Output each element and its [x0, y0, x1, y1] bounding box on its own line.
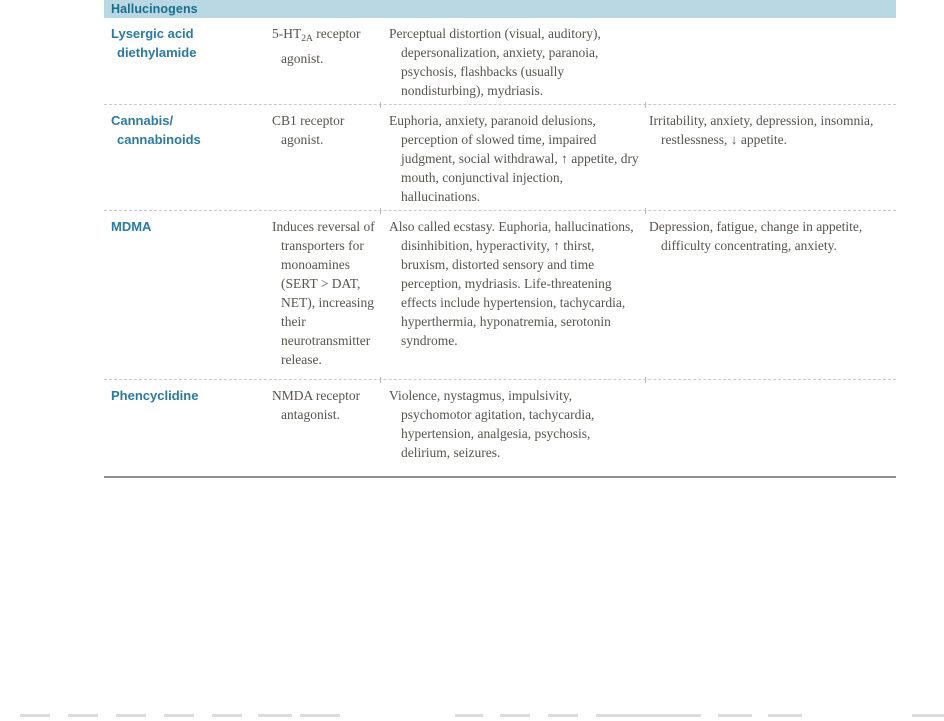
edge-mark [258, 714, 292, 717]
edge-mark [596, 714, 626, 717]
edge-mark [548, 714, 578, 717]
mechanism-cell [272, 111, 389, 206]
edge-mark [623, 714, 701, 717]
drug-name-line2: cannabinoids [117, 132, 201, 147]
withdrawal-text: Depression, fatigue, change in appetite, difficulty concentrating, anxiety. [649, 219, 863, 253]
table-row-phencyclidine [104, 380, 896, 476]
intoxication-cell [389, 386, 649, 462]
column-tick [380, 377, 381, 383]
drug-name-line1: Cannabis/ [111, 113, 174, 128]
edge-mark [455, 714, 483, 717]
edge-mark [912, 714, 944, 717]
edge-mark [20, 714, 50, 717]
drug-name-line1: Lysergic acid [111, 26, 194, 41]
column-tick [645, 208, 646, 214]
mechanism-subscript: 2A [301, 34, 313, 44]
column-tick [380, 102, 381, 108]
edge-mark [68, 714, 98, 717]
mechanism-cell [272, 217, 389, 375]
withdrawal-text: Irritability, anxiety, depression, insomnia, restlessness, ↓ appetite. [649, 113, 874, 147]
section-title: Hallucinogens [111, 2, 198, 16]
row-separator [104, 104, 896, 105]
edge-mark [164, 714, 194, 717]
mechanism-cell [272, 24, 389, 100]
drug-name-line2: diethylamide [117, 45, 197, 60]
intoxication-text: Perceptual distortion (visual, auditory), depersonalization, anxiety, paranoia, psychosis, flashbacks (usually nondisturbing), mydriasis. [389, 26, 601, 98]
intoxication-text: Violence, nystagmus, impulsivity, psychomotor agitation, tachycardia, hypertension, analgesia, psychosis, delirium, seizures. [389, 388, 595, 460]
drug-name [104, 386, 272, 462]
mechanism-pre: Induces reversal of transporters for monoamines (SERT > DAT, NET), increasing their neurotransmitter release. [272, 219, 375, 367]
mechanism-text [272, 24, 381, 68]
mechanism-text [272, 386, 381, 430]
intoxication-text: Also called ecstasy. Euphoria, hallucinations, disinhibition, hyperactivity, ↑ thirst, bruxism, distorted sensory and time perception, mydriasis. Life-threatening effects include hypertension, tachycardia, hyperthermia, hyponatremia, serotonin syndrome. [389, 219, 634, 348]
withdrawal-cell [649, 24, 896, 100]
table-bottom-rule [104, 476, 896, 478]
drug-name-line1: MDMA [111, 219, 152, 234]
edge-mark [500, 714, 530, 717]
intoxication-text: Euphoria, anxiety, paranoid delusions, perception of slowed time, impaired judgment, social withdrawal, ↑ appetite, dry mouth, conjunctival injection, hallucinations. [389, 113, 639, 204]
edge-mark [300, 714, 340, 717]
column-tick [645, 377, 646, 383]
drug-name [104, 217, 272, 375]
intoxication-cell [389, 217, 649, 375]
edge-mark [718, 714, 752, 717]
edge-mark [212, 714, 242, 717]
withdrawal-cell [649, 386, 896, 462]
page-edge-artifact [0, 714, 944, 718]
section-header-band [104, 0, 896, 18]
mechanism-text [272, 217, 381, 375]
withdrawal-cell [649, 217, 896, 375]
table-row-cannabis [104, 105, 896, 210]
mechanism-text [272, 111, 381, 155]
hallucinogens-table [104, 0, 896, 478]
drug-name [104, 111, 272, 206]
mechanism-cell [272, 386, 389, 462]
edge-mark [116, 714, 146, 717]
row-separator [104, 379, 896, 380]
table-row-lsd [104, 18, 896, 104]
drug-name [104, 24, 272, 100]
edge-mark [768, 714, 802, 717]
column-tick [645, 102, 646, 108]
intoxication-cell [389, 111, 649, 206]
table-row-mdma [104, 211, 896, 379]
mechanism-pre: CB1 receptor agonist. [272, 113, 345, 147]
row-separator [104, 210, 896, 211]
mechanism-pre: NMDA receptor antagonist. [272, 388, 361, 422]
withdrawal-cell [649, 111, 896, 206]
mechanism-post: receptor agonist. [281, 26, 361, 66]
intoxication-cell [389, 24, 649, 100]
mechanism-pre: 5-HT [272, 26, 302, 41]
drug-name-line1: Phencyclidine [111, 388, 199, 403]
column-tick [380, 208, 381, 214]
